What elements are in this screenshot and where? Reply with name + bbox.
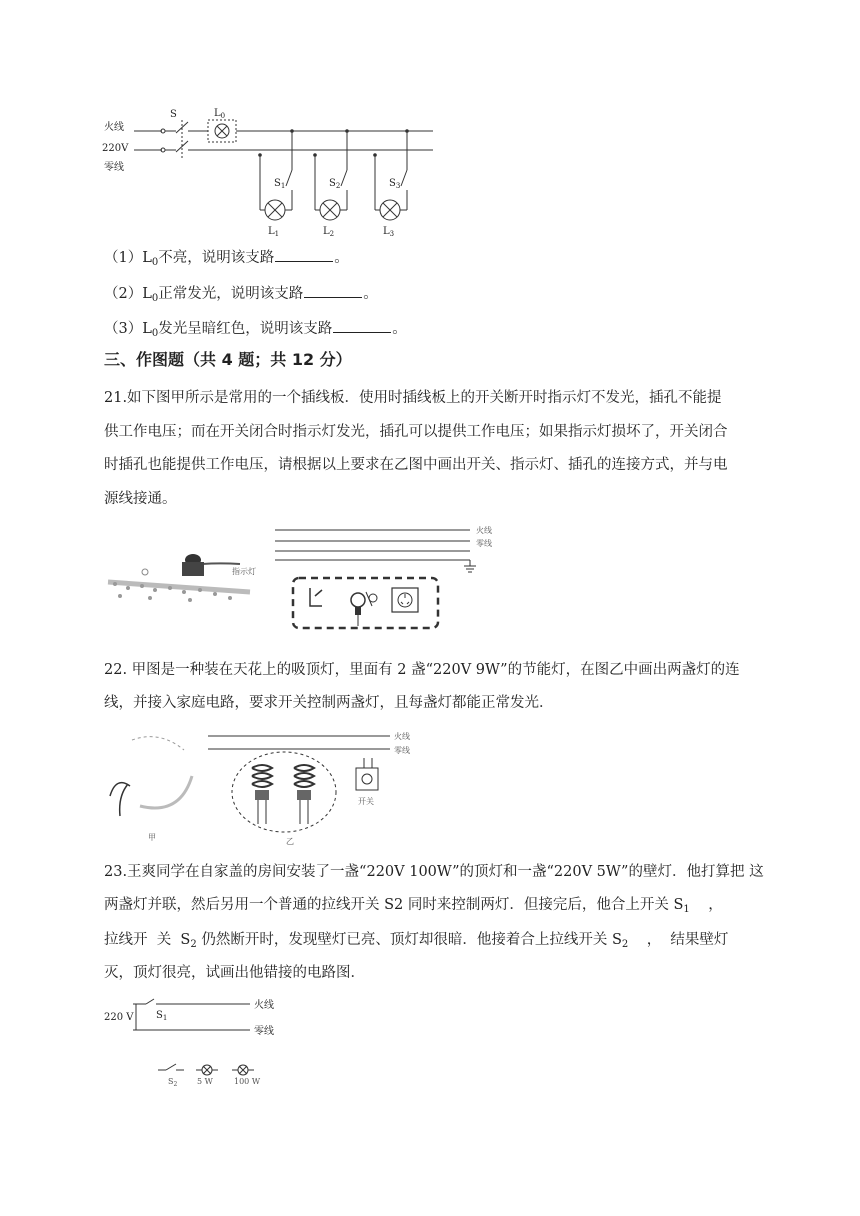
svg-text:5 W: 5 W (197, 1077, 213, 1086)
socket-symbol (392, 588, 418, 612)
voltage-label: 220 V (104, 1012, 134, 1023)
energy-saving-bulb-1 (252, 765, 272, 824)
check-lamp-l0 (208, 108, 236, 142)
branch-circuits (258, 129, 409, 238)
svg-text:S3: $S_3$ (389, 178, 401, 190)
switch-symbol (310, 588, 322, 606)
pull-switch-s2 (158, 1064, 184, 1088)
wall-lamp-5w (196, 1065, 218, 1086)
fig-ceiling-lamp (100, 726, 420, 850)
indicator-lamp-symbol (351, 592, 377, 626)
energy-saving-bulb-2 (294, 765, 314, 824)
svg-text:L3: $L_3$ (383, 226, 395, 238)
q21-line-2: 供工作电压；而在开关闭合时指示灯发光，插孔可以提供工作电压；如果指示灯损坏了，开关闭合 (104, 424, 728, 440)
q21-line-4: 源线接通。 (104, 491, 177, 507)
q20-item-2: $(2)L_0$正常发光，说明该支路 。 (104, 283, 378, 309)
main-switch-s (165, 109, 433, 158)
svg-text:L1: $L_1$ (268, 226, 280, 238)
answer-blank-2[interactable] (304, 283, 362, 298)
svg-text:S1: $S_1$ (156, 1010, 168, 1022)
fig-check-lamp-circuit (100, 100, 440, 242)
q20-item-1: $(1)L_0$不亮，说明该支路 。 (104, 247, 349, 273)
q23-line-4: 灭，顶灯很亮，试画出他错接的电路图． (104, 965, 365, 981)
voltage-label: 220V (102, 143, 129, 154)
neutral-wire-label: 零线 (104, 162, 124, 173)
q20-item-3: $(3)L_0$发光呈暗红色，说明该支路 。 (104, 318, 407, 344)
svg-text:L0: $L_0$ (214, 108, 226, 120)
svg-text:零线: 零线 (476, 539, 492, 548)
svg-text:指示灯: 指示灯 (232, 567, 256, 576)
q22-line-1: 22. 甲图是一种装在天花上的吸顶灯，里面有 2 盏“220V 9W”的节能灯，在图乙中画出两盏灯的连 (104, 662, 740, 678)
q23-line-2: 两盏灯并联，然后另用一个普通的拉线开关 S2 同时来控制两灯．但接完后，他合上开关 $S_1$ ， (104, 897, 723, 915)
svg-text:火线: 火线 (476, 526, 492, 535)
answer-blank-1[interactable] (275, 247, 333, 262)
svg-text:S: S (170, 109, 177, 120)
fire-wire-label: 火线 (104, 122, 124, 133)
svg-text:S2: $S_2$ (168, 1077, 178, 1088)
svg-text:零线: 零线 (394, 746, 410, 755)
ceiling-lamp-sketch (110, 737, 192, 842)
neutral-wire-label: 零线 (254, 1026, 274, 1037)
fire-wire-label: 火线 (254, 1000, 274, 1011)
svg-text:S2: $S_2$ (329, 178, 341, 190)
section-title: 三、作图题（共 4 题；共 12 分） (104, 350, 352, 369)
q23-line-3: 拉线开 关 $S_2$ 仍然断开时，发现壁灯已亮、顶灯却很暗．他接着合上拉线开关 $S_2$ ， 结果壁灯 (104, 932, 729, 950)
svg-text:火线: 火线 (394, 732, 410, 741)
svg-text:乙: 乙 (286, 837, 294, 846)
svg-text:开关: 开关 (358, 797, 374, 806)
q22-line-2: 线，并接入家庭电路，要求开关控制两盏灯，且每盏灯都能正常发光． (104, 695, 554, 711)
wall-switch (356, 758, 378, 806)
answer-blank-3[interactable] (333, 318, 391, 333)
q21-line-1: 21.如下图甲所示是常用的一个插线板．使用时插线板上的开关断开时指示灯不发光，插孔不能提 (104, 390, 722, 406)
svg-text:100 W: 100 W (234, 1077, 261, 1086)
svg-text:甲: 甲 (148, 833, 156, 842)
q21-line-3: 时插孔也能提供工作电压，请根据以上要求在乙图中画出开关、指示灯、插孔的连接方式，并与电 (104, 457, 728, 473)
power-strip-photo (108, 554, 256, 602)
fig-wiring-error (100, 996, 320, 1092)
q23-line-1: 23.王爽同学在自家盖的房间安装了一盏“220V 100W”的顶灯和一盏“220V 5W”的壁灯．他打算把 这 (104, 864, 764, 880)
svg-text:L2: $L_2$ (323, 226, 335, 238)
svg-text:S1: $S_1$ (274, 178, 286, 190)
fig-power-strip (100, 522, 500, 642)
ceiling-lamp-100w (232, 1065, 261, 1086)
